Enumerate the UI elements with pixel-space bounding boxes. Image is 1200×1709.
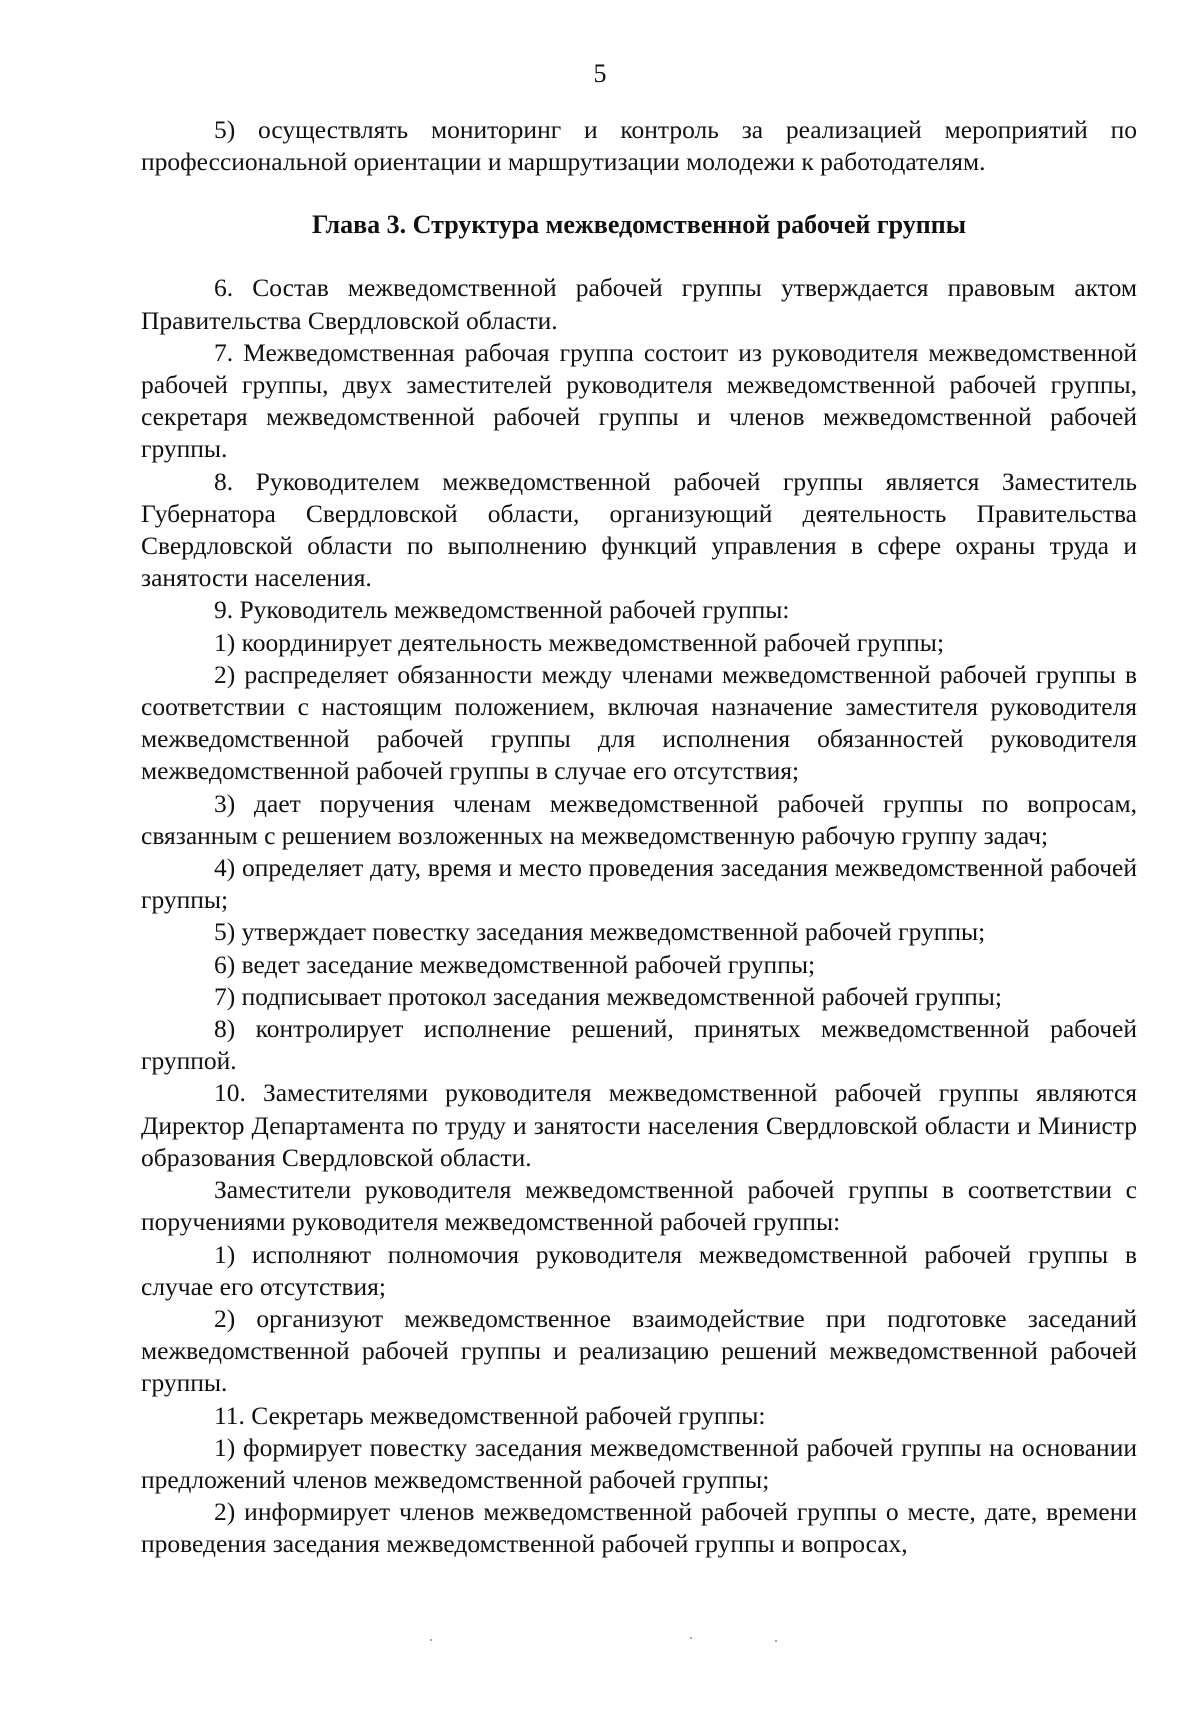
paragraph-9-item-5: 5) утверждает повестку заседания межведомственной рабочей группы; [214, 917, 986, 947]
page-number: 5 [593, 59, 607, 88]
paragraph-9-item-4: 4) определяет дату, время и место проведения заседания межведомственной рабочей группы; [141, 853, 1137, 915]
paragraph-6: 6. Состав межведомственной рабочей группы утверждается правовым актом Правительства Свердловской области. [141, 273, 1137, 335]
paragraph-11: 11. Секретарь межведомственной рабочей группы: [214, 1400, 766, 1430]
scan-dot [775, 1640, 777, 1642]
paragraph-10-item-2: 2) организуют межведомственное взаимодействие при подготовке заседаний межведомственной рабочей группы и реализацию решений межведомственной рабочей группы. [141, 1303, 1137, 1398]
paragraph-11-item-1: 1) формирует повестку заседания межведомственной рабочей группы на основании предложений членов межведомственной рабочей группы; [141, 1432, 1137, 1494]
paragraph-9-item-3: 3) дает поручения членам межведомственной рабочей группы по вопросам, связанным с решением возложенных на межведомственную рабочую группу задач; [141, 788, 1137, 850]
document-body [141, 114, 1137, 1561]
paragraph-9-item-1: 1) координирует деятельность межведомственной рабочей группы; [214, 627, 945, 657]
paragraph-9-item-6: 6) ведет заседание межведомственной рабочей группы; [214, 949, 816, 979]
paragraph-7: 7. Межведомственная рабочая группа состоит из руководителя межведомственной рабочей группы, двух заместителей руководителя межведомственной рабочей группы, секретаря межведомственной рабочей группы и членов межведомственной рабочей группы. [141, 337, 1137, 464]
paragraph-10: 10. Заместителями руководителя межведомственной рабочей группы являются Директор Департамента по труду и занятости населения Свердловской области и Министр образования Свердловской области. [141, 1078, 1137, 1172]
paragraph-10-item-1: 1) исполняют полномочия руководителя межведомственной рабочей группы в случае его отсутствия; [141, 1239, 1137, 1301]
paragraph-9-item-7: 7) подписывает протокол заседания межведомственной рабочей группы; [214, 981, 1003, 1011]
scan-dot [430, 1639, 432, 1641]
paragraph-9: 9. Руководитель межведомственной рабочей группы: [214, 595, 790, 625]
scan-artifacts [0, 1637, 1200, 1647]
scan-dot [690, 1637, 692, 1639]
intro-paragraph: 5) осуществлять мониторинг и контроль за реализацией мероприятий по профессиональной ориентации и маршрутизации молодежи к работодателям. [141, 115, 1137, 177]
paragraph-11-item-2: 2) информирует членов межведомственной рабочей группы о месте, дате, времени проведения заседания межведомственной рабочей группы и вопросах, [141, 1497, 1137, 1559]
chapter-heading: Глава 3. Структура межведомственной рабочей группы [311, 210, 967, 240]
paragraph-9-item-2: 2) распределяет обязанности между членами межведомственной рабочей группы в соответствии с настоящим положением, включая назначение заместителя руководителя межведомственной рабочей группы для исполнения обязанностей руководителя межведомственной рабочей группы в случае его отсутствия; [141, 659, 1137, 786]
paragraph-9-item-8: 8) контролирует исполнение решений, принятых межведомственной рабочей группой. [141, 1014, 1137, 1076]
paragraph-8: 8. Руководителем межведомственной рабочей группы является Заместитель Губернатора Свердловской области, организующий деятельность Правительства Свердловской области по выполнению функций управления в сфере охраны труда и занятости населения. [141, 466, 1137, 593]
paragraph-10-deputies: Заместители руководителя межведомственной рабочей группы в соответствии с поручениями руководителя межведомственной рабочей группы: [141, 1175, 1137, 1237]
